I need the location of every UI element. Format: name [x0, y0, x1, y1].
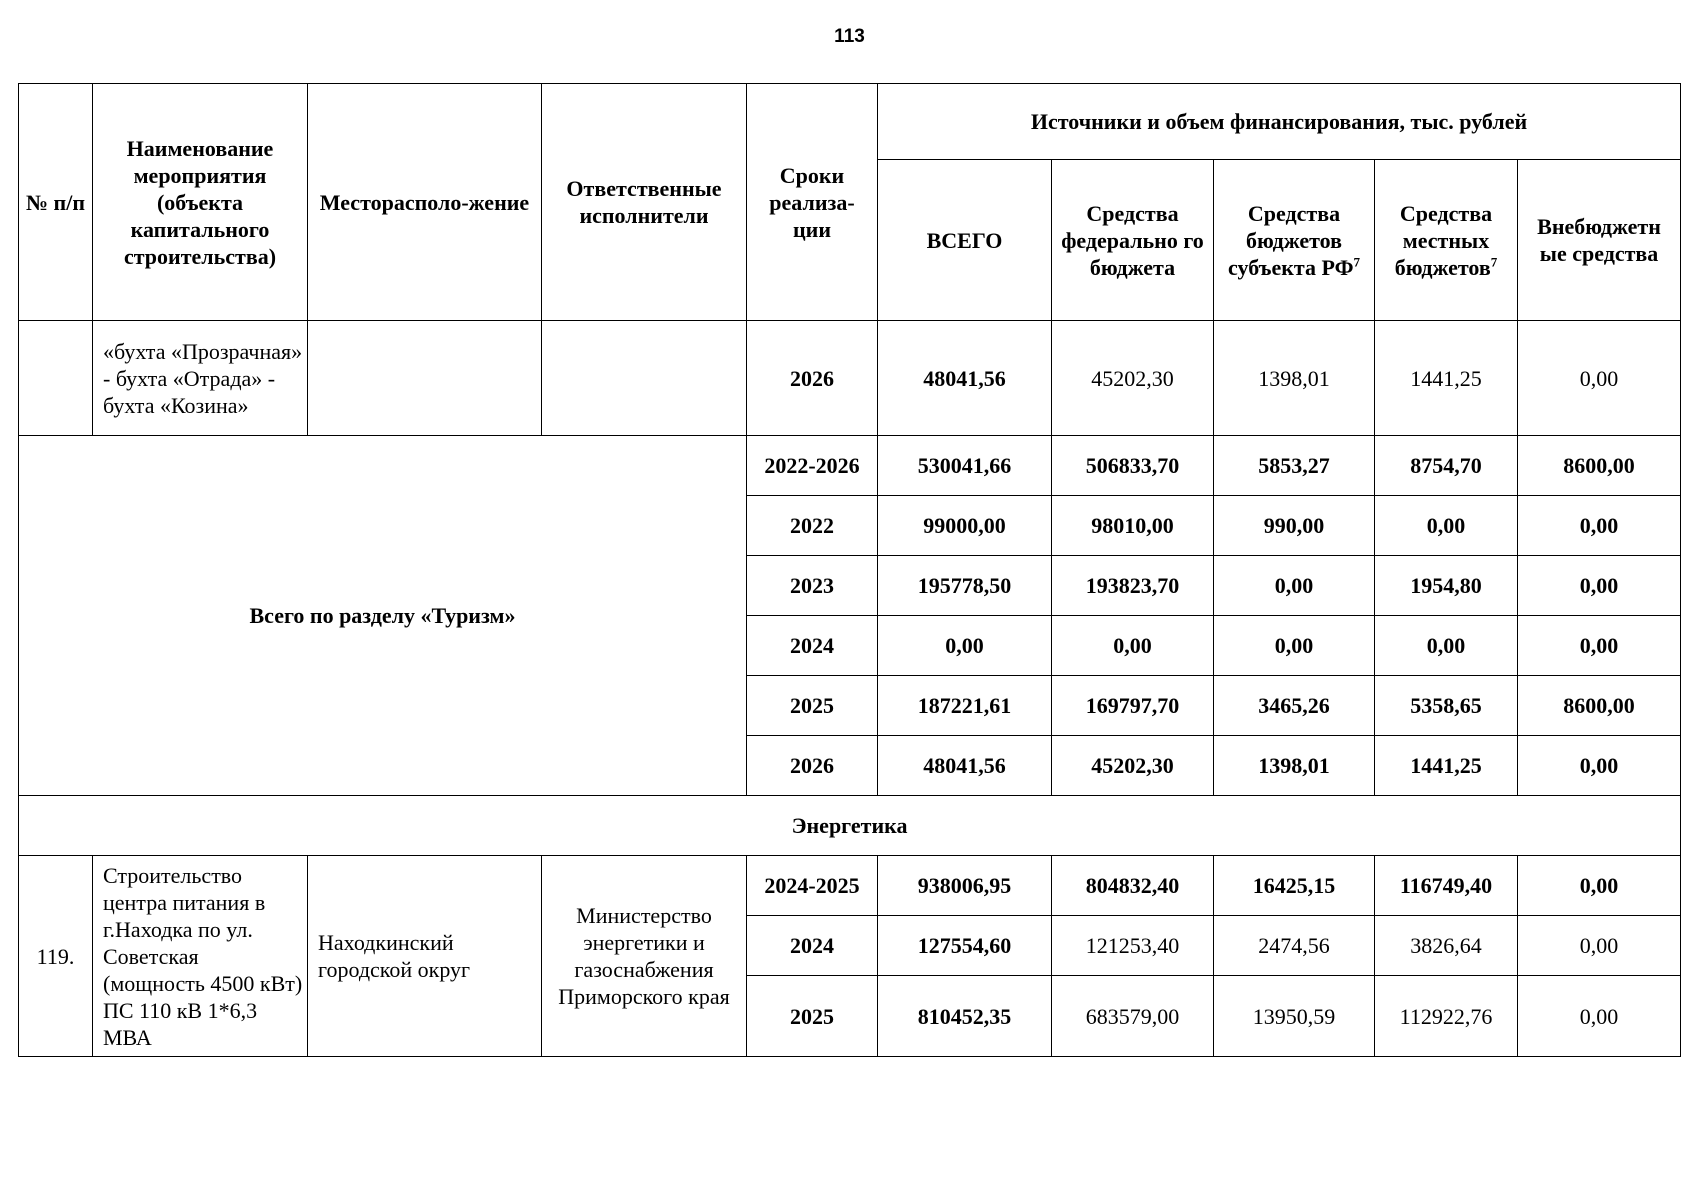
cell-local: 3826,64 — [1375, 916, 1518, 976]
cell-federal: 804832,40 — [1052, 856, 1214, 916]
cell-regional: 5853,27 — [1214, 436, 1375, 496]
cell-total: 195778,50 — [878, 556, 1052, 616]
cell-regional: 1398,01 — [1214, 736, 1375, 796]
header-local-label: Средства местных бюджетов — [1394, 200, 1493, 280]
cell-empty — [19, 321, 93, 436]
cell-regional: 13950,59 — [1214, 976, 1375, 1057]
cell-regional: 0,00 — [1214, 556, 1375, 616]
header-local-footnote: 7 — [1490, 254, 1498, 270]
cell-federal: 193823,70 — [1052, 556, 1214, 616]
section-row — [19, 796, 1681, 856]
cell-local: 112922,76 — [1375, 976, 1518, 1057]
cell-local: 5358,65 — [1375, 676, 1518, 736]
header-regional — [1214, 160, 1375, 321]
cell-year: 2024-2025 — [747, 856, 878, 916]
cell-regional: 990,00 — [1214, 496, 1375, 556]
tourism-total-label: Всего по разделу «Туризм» — [19, 436, 747, 796]
cell-executors: Министерство энергетики и газоснабжения Приморского края — [542, 856, 747, 1057]
cell-total: 810452,35 — [878, 976, 1052, 1057]
cell-total: 48041,56 — [878, 736, 1052, 796]
cell-regional: 2474,56 — [1214, 916, 1375, 976]
cell-federal: 506833,70 — [1052, 436, 1214, 496]
cell-regional: 0,00 — [1214, 616, 1375, 676]
cell-offbudget: 0,00 — [1518, 856, 1681, 916]
cell-offbudget: 0,00 — [1518, 736, 1681, 796]
cell-offbudget: 0,00 — [1518, 916, 1681, 976]
cell-local: 0,00 — [1375, 496, 1518, 556]
cell-local: 0,00 — [1375, 616, 1518, 676]
cell-local: 1954,80 — [1375, 556, 1518, 616]
cell-federal: 683579,00 — [1052, 976, 1214, 1057]
cell-year: 2025 — [747, 676, 878, 736]
header-num: № п/п — [19, 84, 93, 321]
header-local — [1375, 160, 1518, 321]
cell-federal: 98010,00 — [1052, 496, 1214, 556]
header-executors: Ответственные исполнители — [542, 84, 747, 321]
cell-offbudget: 0,00 — [1518, 321, 1681, 436]
header-period: Сроки реализа-ции — [747, 84, 878, 321]
section-title: Энергетика — [19, 796, 1681, 856]
cell-federal: 45202,30 — [1052, 736, 1214, 796]
cell-year: 2025 — [747, 976, 878, 1057]
cell-federal: 45202,30 — [1052, 321, 1214, 436]
cell-year: 2022-2026 — [747, 436, 878, 496]
table-row — [19, 856, 1681, 916]
cell-total: 938006,95 — [878, 856, 1052, 916]
cell-offbudget: 0,00 — [1518, 496, 1681, 556]
cell-offbudget: 0,00 — [1518, 616, 1681, 676]
cell-total: 127554,60 — [878, 916, 1052, 976]
cell-year: 2026 — [747, 321, 878, 436]
cell-total: 99000,00 — [878, 496, 1052, 556]
cell-federal: 169797,70 — [1052, 676, 1214, 736]
cell-name: «бухта «Прозрачная» - бухта «Отрада» - бухта «Козина» — [93, 321, 308, 436]
cell-year: 2024 — [747, 916, 878, 976]
cell-offbudget: 0,00 — [1518, 556, 1681, 616]
header-total: ВСЕГО — [878, 160, 1052, 321]
cell-regional: 16425,15 — [1214, 856, 1375, 916]
page-number: 113 — [834, 26, 865, 47]
cell-total: 187221,61 — [878, 676, 1052, 736]
cell-num: 119. — [19, 856, 93, 1057]
header-regional-footnote: 7 — [1353, 254, 1360, 270]
table-row — [19, 321, 1681, 436]
cell-year: 2023 — [747, 556, 878, 616]
header-location: Месторасполо-жение — [308, 84, 542, 321]
cell-empty — [542, 321, 747, 436]
financing-table — [18, 83, 1681, 1057]
cell-federal: 121253,40 — [1052, 916, 1214, 976]
cell-year: 2024 — [747, 616, 878, 676]
table-row — [19, 436, 1681, 496]
cell-total: 0,00 — [878, 616, 1052, 676]
cell-federal: 0,00 — [1052, 616, 1214, 676]
cell-location: Находкинский городской округ — [308, 856, 542, 1057]
cell-total: 530041,66 — [878, 436, 1052, 496]
cell-local: 8754,70 — [1375, 436, 1518, 496]
header-regional-label: Средства бюджетов субъекта РФ — [1228, 200, 1354, 280]
header-funding-title: Источники и объем финансирования, тыс. рублей — [878, 84, 1681, 160]
cell-regional: 3465,26 — [1214, 676, 1375, 736]
cell-name: Строительство центра питания в г.Находка по ул. Советская (мощность 4500 кВт) ПС 110 кВ 1*6,3 МВА — [93, 856, 308, 1057]
cell-offbudget: 8600,00 — [1518, 676, 1681, 736]
cell-empty — [308, 321, 542, 436]
cell-local: 116749,40 — [1375, 856, 1518, 916]
cell-offbudget: 0,00 — [1518, 976, 1681, 1057]
cell-year: 2022 — [747, 496, 878, 556]
cell-offbudget: 8600,00 — [1518, 436, 1681, 496]
cell-local: 1441,25 — [1375, 321, 1518, 436]
header-name: Наименование мероприятия (объекта капитального строительства) — [93, 84, 308, 321]
header-federal: Средства федерально го бюджета — [1052, 160, 1214, 321]
cell-year: 2026 — [747, 736, 878, 796]
cell-total: 48041,56 — [878, 321, 1052, 436]
cell-local: 1441,25 — [1375, 736, 1518, 796]
cell-regional: 1398,01 — [1214, 321, 1375, 436]
header-offbudget: Внебюджетн ые средства — [1518, 160, 1681, 321]
